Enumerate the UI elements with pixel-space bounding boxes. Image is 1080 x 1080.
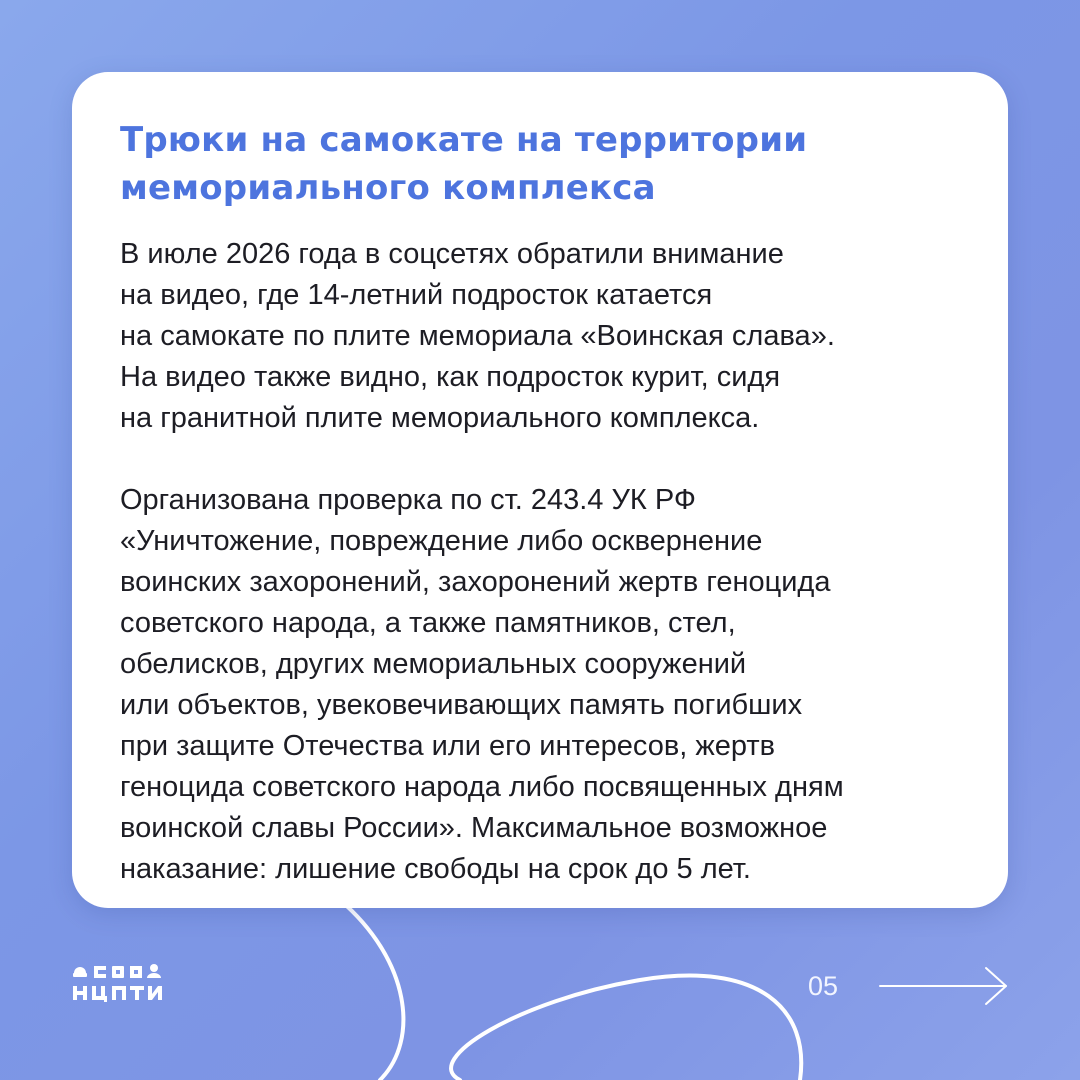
text-line: геноцида советского народа либо посвященных дням [120, 771, 844, 803]
title-line: Трюки на самокате на территории [120, 120, 808, 160]
text-line: На видео также видно, как подросток курит, сидя [120, 361, 781, 393]
card-title [120, 116, 962, 212]
text-line: на самокате по плите мемориала «Воинская слава». [120, 320, 835, 352]
text-line: воинской славы России». Максимальное возможное [120, 812, 828, 844]
text-line: на видео, где 14-летний подросток катается [120, 279, 713, 311]
text-line: при защите Отечества или его интересов, жертв [120, 730, 776, 762]
text-line: воинских захоронений, захоронений жертв геноцида [120, 566, 831, 598]
text-line: или объектов, увековечивающих память погибших [120, 689, 803, 721]
paragraph-incident [120, 234, 962, 439]
text-line: на гранитной плите мемориального комплекса. [120, 402, 760, 434]
ncpti-logo-icon [72, 958, 192, 1008]
title-line: мемориального комплекса [120, 168, 656, 208]
text-line: В июле 2026 года в соцсетях обратили внимание [120, 238, 784, 270]
paragraph-legal [120, 480, 962, 890]
page-number: 05 [808, 971, 839, 1001]
content-card [72, 72, 1008, 908]
text-line: обелисков, других мемориальных сооружений [120, 648, 747, 680]
text-line: советского народа, а также памятников, стел, [120, 607, 736, 639]
text-line: «Уничтожение, повреждение либо осквернение [120, 525, 763, 557]
text-line: наказание: лишение свободы на срок до 5 лет. [120, 853, 751, 885]
text-line: Организована проверка по ст. 243.4 УК РФ [120, 484, 696, 516]
arrow-right-icon[interactable] [878, 966, 1010, 1006]
